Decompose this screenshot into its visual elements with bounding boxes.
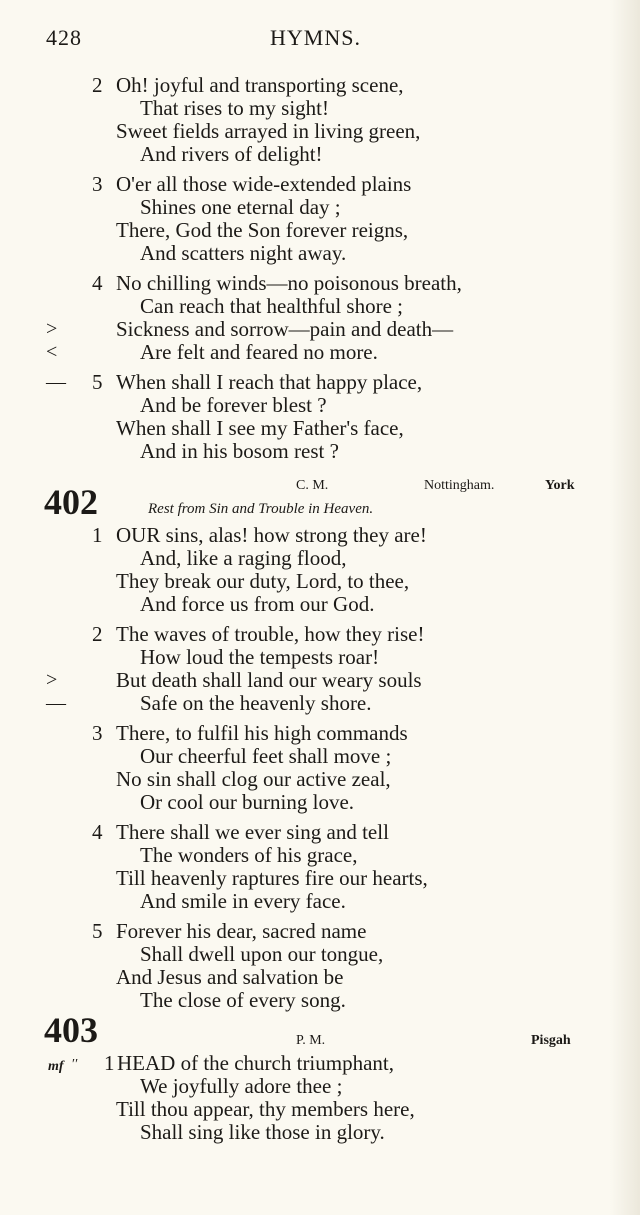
hymn-line: There, to fulfil his high commands xyxy=(116,721,408,745)
hymn-line: There, God the Son forever reigns, xyxy=(116,218,409,242)
tune-name: Pisgah xyxy=(531,1033,571,1048)
verse-number: 1 xyxy=(104,1051,115,1075)
hymn-line: When shall I see my Father's face, xyxy=(116,416,404,440)
hymn-line: Oh! joyful and transporting scene, xyxy=(116,73,404,97)
hymn-subtitle: Rest from Sin and Trouble in Heaven. xyxy=(148,501,374,517)
dynamic-mark: mf xyxy=(48,1059,64,1074)
hymn-line: No sin shall clog our active zeal, xyxy=(116,767,391,791)
tune-name: York xyxy=(545,478,575,493)
verse-number: 1 xyxy=(92,523,103,547)
hymn-line: We joyfully adore thee ; xyxy=(140,1074,343,1098)
expression-mark: > xyxy=(46,318,58,340)
hymn-number: 402 xyxy=(44,482,98,522)
hymn-line: How loud the tempests roar! xyxy=(140,645,380,669)
breath-marks: ′′ xyxy=(72,1057,79,1072)
hymn-line: The waves of trouble, how they rise! xyxy=(116,622,425,646)
hymn-line: Till thou appear, thy members here, xyxy=(116,1097,415,1121)
verse-number: 3 xyxy=(92,721,103,745)
hymn-line: And rivers of delight! xyxy=(140,142,323,166)
hymn-line: And be forever blest ? xyxy=(140,393,327,417)
expression-mark: < xyxy=(46,341,58,363)
hymn-number: 403 xyxy=(44,1010,98,1050)
hymn-line: Or cool our burning love. xyxy=(140,790,355,814)
hymn-line: O'er all those wide-extended plains xyxy=(116,172,412,196)
verse-number: 2 xyxy=(92,73,103,97)
expression-mark: — xyxy=(46,371,66,393)
hymn-line: And, like a raging flood, xyxy=(140,546,347,570)
hymn-line: Shines one eternal day ; xyxy=(140,195,341,219)
expression-mark: > xyxy=(46,669,58,691)
verse-number: 4 xyxy=(92,820,103,844)
hymn-line: And Jesus and salvation be xyxy=(116,965,344,989)
verse-number: 5 xyxy=(92,919,103,943)
hymn-line: And smile in every face. xyxy=(140,889,346,913)
hymn-line: When shall I reach that happy place, xyxy=(116,370,423,394)
hymn-line: And force us from our God. xyxy=(140,592,375,616)
hymn-line: The wonders of his grace, xyxy=(140,843,358,867)
hymn-line: HEAD of the church triumphant, xyxy=(117,1051,395,1075)
hymn-line: Forever his dear, sacred name xyxy=(116,919,367,943)
hymn-line: But death shall land our weary souls xyxy=(116,668,422,692)
verse-number: 3 xyxy=(92,172,103,196)
running-title: HYMNS. xyxy=(270,25,361,50)
tune-name: Nottingham. xyxy=(424,478,495,493)
hymn-line: Safe on the heavenly shore. xyxy=(140,691,372,715)
hymn-line: OUR sins, alas! how strong they are! xyxy=(116,523,427,547)
hymn-line: And scatters night away. xyxy=(140,241,347,265)
hymn-line: Till heavenly raptures fire our hearts, xyxy=(116,866,428,890)
verse-number: 5 xyxy=(92,370,103,394)
hymn-line: The close of every song. xyxy=(140,988,346,1012)
verse-number: 4 xyxy=(92,271,103,295)
hymn-line: Shall dwell upon our tongue, xyxy=(140,942,384,966)
hymn-line: Sweet fields arrayed in living green, xyxy=(116,119,421,143)
hymn-line: They break our duty, Lord, to thee, xyxy=(116,569,410,593)
page-edge-shadow xyxy=(610,0,640,1215)
verse-number: 2 xyxy=(92,622,103,646)
meter-label: C. M. xyxy=(296,478,329,493)
expression-mark: — xyxy=(46,692,66,714)
hymn-line: No chilling winds—no poisonous breath, xyxy=(116,271,462,295)
hymn-line: Sickness and sorrow—pain and death— xyxy=(116,317,454,341)
hymn-line: Are felt and feared no more. xyxy=(140,340,378,364)
hymn-line: There shall we ever sing and tell xyxy=(116,820,389,844)
hymn-line: Our cheerful feet shall move ; xyxy=(140,744,392,768)
meter-label: P. M. xyxy=(296,1033,326,1048)
hymn-line: That rises to my sight! xyxy=(140,96,329,120)
page-number: 428 xyxy=(46,25,82,50)
hymn-line: Shall sing like those in glory. xyxy=(140,1120,385,1144)
hymn-line: Can reach that healthful shore ; xyxy=(140,294,403,318)
hymn-line: And in his bosom rest ? xyxy=(140,439,339,463)
